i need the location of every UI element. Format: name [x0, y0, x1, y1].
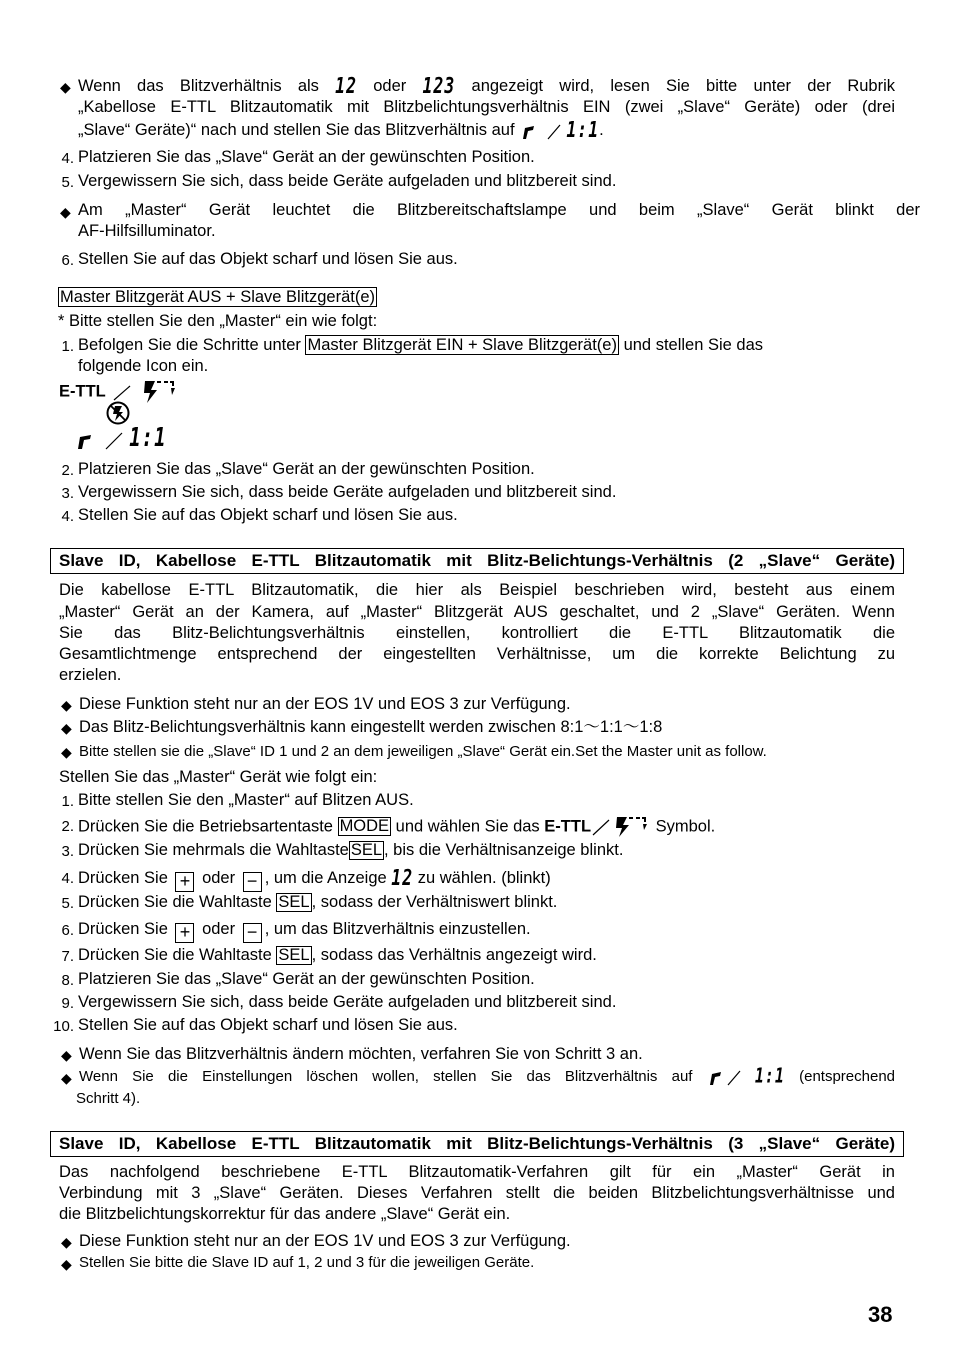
ettl-label: E-TTL — [59, 379, 179, 405]
bullet-icon: ◆ — [61, 720, 72, 736]
reference-box: Master Blitzgerät EIN + Slave Blitzgerät(e) — [307, 336, 617, 354]
paragraph-line: Die kabellose E-TTL Blitzautomatik, die hier als Beispiel beschrieben wird, besteht aus einem — [59, 581, 895, 599]
section-subheading: Master Blitzgerät AUS + Slave Blitzgerät(e) — [60, 288, 375, 306]
lcd-12-icon: 12 — [391, 864, 414, 891]
slash-icon — [727, 1067, 741, 1087]
lcd-r-icon — [519, 121, 541, 141]
bullet-text: Bitte stellen sie die „Slave“ ID 1 und 2 an dem jeweiligen „Slave“ Gerät ein.Set the Master unit as follow. — [79, 743, 767, 760]
ratio-icon-row — [74, 422, 167, 453]
wireless-flash-icon — [139, 379, 179, 405]
lcd-ratio-icon: 1:1 — [129, 422, 167, 453]
plus-key: + — [175, 923, 194, 943]
sel-key: SEL — [278, 946, 310, 964]
lcd-r-icon — [74, 429, 98, 451]
step-text: folgende Icon ein. — [78, 357, 209, 375]
flash-off-icon — [105, 400, 131, 426]
bullet-text: Diese Funktion steht nur an der EOS 1V und EOS 3 zur Verfügung. — [79, 1232, 571, 1250]
lcd-r-icon — [707, 1067, 727, 1087]
bullet-text: Diese Funktion steht nur an der EOS 1V und EOS 3 zur Verfügung. — [79, 695, 571, 713]
step-text: Drücken Sie die Wahltaste SEL , sodass der Verhältniswert blinkt. — [78, 893, 558, 911]
lcd-ratio-icon: 1:1 — [566, 116, 600, 143]
step-text: Platzieren Sie das „Slave“ Gerät an der gewünschten Position. — [78, 970, 535, 988]
paragraph-line: Gesamtlichtmenge entsprechend der eingestellten Verhältnisse, um die korrekte Belichtung zu — [59, 645, 895, 663]
lcd-123-icon: 123 — [422, 72, 456, 99]
sel-key: SEL — [350, 841, 383, 859]
bullet-icon: ◆ — [60, 204, 71, 220]
sel-key: SEL — [278, 893, 310, 911]
note-text: * Bitte stellen Sie den „Master“ ein wie folgt: — [58, 312, 378, 330]
plus-key: + — [175, 872, 194, 892]
step-text: Befolgen Sie die Schritte unter Master Blitzgerät EIN + Slave Blitzgerät(e) und stellen Sie das — [78, 336, 764, 354]
slash-icon — [103, 429, 125, 451]
paragraph-line: „Kabellose E-TTL Blitzautomatik mit Blitzbelichtungsverhältnis EIN (zwei „Slave“ Geräte) oder (drei — [78, 98, 895, 116]
step-text: Stellen Sie auf das Objekt scharf und lösen Sie aus. — [78, 250, 458, 268]
step-text: Stellen Sie auf das Objekt scharf und lösen Sie aus. — [78, 506, 458, 524]
page-number: 38 — [868, 1302, 893, 1327]
slash-icon — [110, 382, 134, 402]
step-text: Vergewissern Sie sich, dass beide Geräte aufgeladen und blitzbereit sind. — [78, 172, 617, 190]
step-text: Bitte stellen Sie den „Master“ auf Blitzen AUS. — [78, 791, 414, 809]
paragraph-line: Am „Master“ Gerät leuchtet die Blitzbereitschaftslampe und beim „Slave“ Gerät blinkt der — [78, 201, 920, 219]
bullet-text: Das Blitz-Belichtungsverhältnis kann eingestellt werden zwischen 8:1～1:1～1:8 — [79, 718, 663, 736]
bullet-icon: ◆ — [61, 1234, 72, 1250]
minus-key: − — [243, 872, 262, 892]
bullet-text: Stellen Sie bitte die Slave ID auf 1, 2 und 3 für die jeweiligen Geräte. — [79, 1254, 535, 1271]
bullet-icon: ◆ — [61, 1047, 72, 1063]
paragraph-line: Das nachfolgend beschriebene E-TTL Blitzautomatik-Verfahren gilt für ein „Master“ Gerät in — [59, 1163, 895, 1181]
mode-key: MODE — [339, 817, 390, 836]
paragraph-line: Wenn das Blitzverhältnis als 12 oder 123 angezeigt wird, lesen Sie bitte unter der Rubrik — [78, 72, 895, 99]
step-text: Vergewissern Sie sich, dass beide Geräte aufgeladen und blitzbereit sind. — [78, 483, 617, 501]
paragraph-line: erzielen. — [59, 666, 122, 684]
step-text: Drücken Sie mehrmals die Wahltaste SEL , bis die Verhältnisanzeige blinkt. — [78, 841, 624, 859]
slash-icon — [546, 121, 562, 141]
step-text: Platzieren Sie das „Slave“ Gerät an der gewünschten Position. — [78, 148, 535, 166]
bullet-text: Wenn Sie die Einstellungen löschen wollen, stellen Sie das Blitzverhältnis auf 1:1 (entsprechend — [79, 1066, 895, 1088]
paragraph-line: Sie das Blitz-Belichtungsverhältnis einstellen, kontrolliert die E-TTL Blitzautomatik die — [59, 624, 895, 642]
lcd-12-icon: 12 — [335, 72, 358, 99]
step-text: Platzieren Sie das „Slave“ Gerät an der gewünschten Position. — [78, 460, 535, 478]
section-heading: Slave ID, Kabellose E-TTL Blitzautomatik mit Blitz-Belichtungs-Verhältnis (3 „Slave“ Geräte) — [50, 1131, 904, 1157]
paragraph-line: Verbindung mit 3 „Slave“ Geräten. Dieses Verfahren stellt die beiden Blitzbelichtungsverhältnisse und — [59, 1184, 895, 1202]
bullet-icon: ◆ — [61, 697, 72, 713]
paragraph-line: die Blitzbelichtungskorrektur für das andere „Slave“ Gerät ein. — [59, 1205, 511, 1223]
bullet-icon: ◆ — [61, 744, 72, 760]
step-text: Drücken Sie + oder − , um die Anzeige 12 zu wählen. (blinkt) — [78, 864, 551, 891]
step-text: Vergewissern Sie sich, dass beide Geräte aufgeladen und blitzbereit sind. — [78, 993, 617, 1011]
paragraph-line: „Master“ Gerät an der Kamera, auf „Master“ Blitzgerät AUS geschaltet, und 2 „Slave“ Geräten. Wenn — [59, 603, 895, 621]
paragraph-line: „Slave“ Geräte)“ nach und stellen Sie das Blitzverhältnis auf 1:1. — [78, 116, 604, 143]
paragraph-line: Stellen Sie das „Master“ Gerät wie folgt ein: — [59, 768, 378, 786]
step-text: Drücken Sie + oder − , um das Blitzverhältnis einzustellen. — [78, 920, 531, 942]
section-heading: Slave ID, Kabellose E-TTL Blitzautomatik mit Blitz-Belichtungs-Verhältnis (2 „Slave“ Geräte) — [50, 548, 904, 574]
paragraph-line: AF-Hilfsilluminator. — [78, 222, 216, 240]
bullet-text: Wenn Sie das Blitzverhältnis ändern möchten, verfahren Sie von Schritt 3 an. — [79, 1045, 643, 1063]
slash-icon — [591, 817, 611, 837]
bullet-text: Schritt 4). — [76, 1090, 141, 1107]
lcd-ratio-icon: 1:1 — [754, 1063, 785, 1088]
bullet-icon: ◆ — [61, 1256, 72, 1272]
minus-key: − — [243, 923, 262, 943]
wireless-flash-icon — [611, 815, 651, 839]
step-text: Drücken Sie die Wahltaste SEL , sodass das Verhältnis angezeigt wird. — [78, 946, 597, 964]
step-text: Stellen Sie auf das Objekt scharf und lösen Sie aus. — [78, 1016, 458, 1034]
step-text: Drücken Sie die Betriebsartentaste MODE und wählen Sie das E-TTL Symbol. — [78, 815, 715, 839]
bullet-icon: ◆ — [61, 1070, 72, 1086]
bullet-icon: ◆ — [60, 79, 71, 95]
